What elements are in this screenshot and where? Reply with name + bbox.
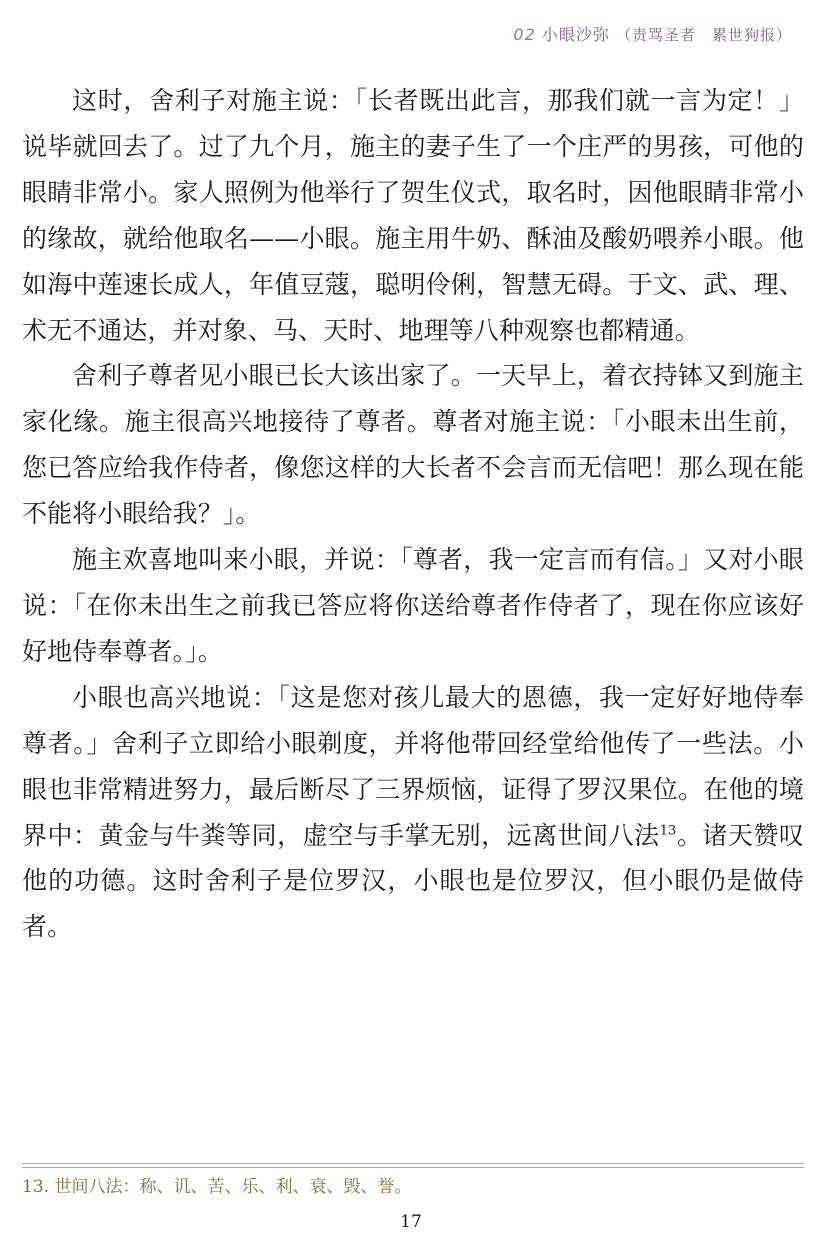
chapter-subtitle: （责骂圣者 累世狗报） [615, 26, 792, 44]
paragraph-2: 舍利子尊者见小眼已长大该出家了。一天早上，着衣持钵又到施主家化缘。施主很高兴地接待了尊者。尊者对施主说：「小眼未出生前，您已答应给我作侍者，像您这样的大长者不会言而无信吧！那么现在能不能将小眼给我？」。 [22, 361, 804, 529]
footnote: 13. 世间八法：称、讥、苦、乐、利、衰、毁、誉。 [22, 1177, 412, 1197]
paragraph-4 [22, 675, 804, 950]
footnote-divider-top [22, 1163, 804, 1164]
paragraph-4-text-a: 小眼也高兴地说：「这是您对孩儿最大的恩德，我一定好好地侍奉尊者。」舍利子立即给小眼剃度，并将他带回经堂给他传了一些法。小眼也非常精进努力，最后断尽了三界烦恼，证得了罗汉果位。在他的境界中：黄金与牛粪等同，虚空与手掌无别，远离世间八法 [22, 682, 804, 850]
footnote-divider-bottom [22, 1167, 804, 1168]
main-text [22, 78, 804, 950]
page-number: 17 [400, 1212, 422, 1232]
running-header [513, 22, 792, 45]
paragraph-3: 施主欢喜地叫来小眼，并说：「尊者，我一定言而有信。」又对小眼说：「在你未出生之前我已答应将你送给尊者作侍者了，现在你应该好好地侍奉尊者。」。 [22, 545, 804, 666]
footnote-reference[interactable]: 13 [659, 823, 677, 839]
chapter-number: 02 [513, 25, 536, 44]
paragraph-1: 这时，舍利子对施主说：「长者既出此言，那我们就一言为定！」说毕就回去了。过了九个月，施主的妻子生了一个庄严的男孩，可他的眼睛非常小。家人照例为他举行了贺生仪式，取名时，因他眼睛非常小的缘故，就给他取名——小眼。施主用牛奶、酥油及酸奶喂养小眼。他如海中莲速长成人，年值豆蔻，聪明伶俐，智慧无碍。于文、武、理、术无不通达，并对象、马、天时、地理等八种观察也都精通。 [22, 86, 804, 345]
paragraph-4-text-b: 。诸天赞叹他的功德。这时舍利子是位罗汉，小眼也是位罗汉，但小眼仍是做侍者。 [22, 820, 804, 942]
chapter-title: 小眼沙弥 [541, 25, 610, 44]
